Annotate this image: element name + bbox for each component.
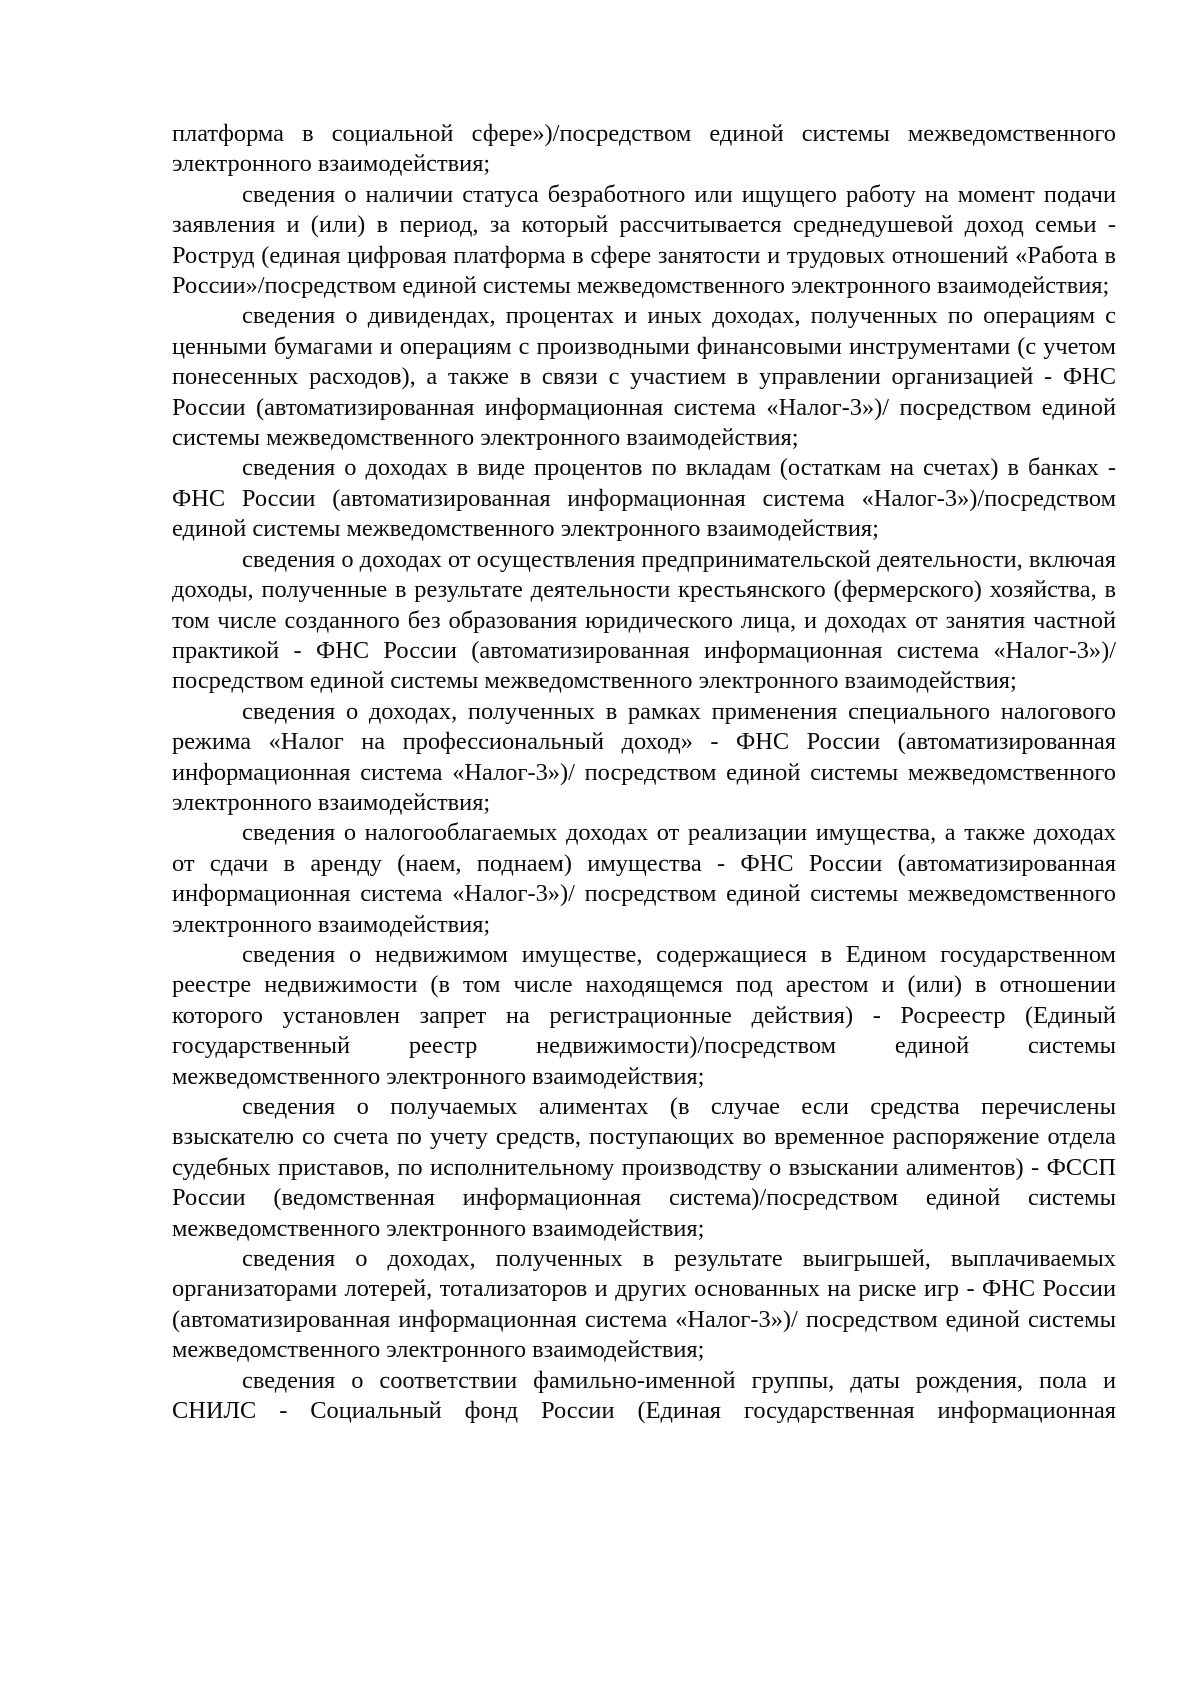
document-page (172, 119, 1116, 1426)
paragraph-1: платформа в социальной сфере»)/посредством единой системы межведомственного электронного взаимодействия; (172, 120, 1116, 178)
paragraph-7: сведения о налогооблагаемых доходах от реализации имущества, а также доходах от сдачи в аренду (наем, поднаем) имущества - ФНС России (автоматизированная информационная система «Налог-3»)/ посредством единой системы межведомственного электронного взаимодействия; (172, 819, 1116, 938)
paragraph-4: сведения о доходах в виде процентов по вкладам (остаткам на счетах) в банках - ФНС России (автоматизированная информационная система «Налог-3»)/посредством единой системы межведомственного электронного взаимодействия; (172, 454, 1116, 543)
paragraph-11: сведения о соответствии фамильно-именной группы, даты рождения, пола и СНИЛС - Социальный фонд России (Единая государственная информационная (172, 1366, 1116, 1425)
paragraph-5: сведения о доходах от осуществления предпринимательской деятельности, включая доходы, полученные в результате деятельности крестьянского (фермерского) хозяйства, в том числе созданного без образования юридического лица, и доходах от занятия частной практикой - ФНС России (автоматизированная информационная система «Налог-3»)/ посредством единой системы межведомственного электронного взаимодействия; (172, 545, 1116, 695)
paragraph-6: сведения о доходах, полученных в рамках применения специального налогового режима «Налог на профессиональный доход» - ФНС России (автоматизированная информационная система «Налог-3»)/ посредством единой системы межведомственного электронного взаимодействия; (172, 697, 1116, 816)
paragraph-10: сведения о доходах, полученных в результате выигрышей, выплачиваемых организаторами лотерей, тотализаторов и других основанных на риске игр - ФНС России (автоматизированная информационная система «Налог-3»)/ посредством единой системы межведомственного электронного взаимодействия; (172, 1245, 1116, 1364)
paragraph-9: сведения о получаемых алиментах (в случае если средства перечислены взыскателю со счета по учету средств, поступающих во временное распоряжение отдела судебных приставов, по исполнительному производству о взыскании алиментов) - ФССП России (ведомственная информационная система)/посредством единой системы межведомственного электронного взаимодействия; (172, 1093, 1116, 1242)
paragraph-8: сведения о недвижимом имуществе, содержащиеся в Едином государственном реестре недвижимости (в том числе находящемся под арестом и (или) в отношении которого установлен запрет на регистрационные действия) - Росреестр (Единый государственный реестр недвижимости)/посредством единой системы межведомственного электронного взаимодействия; (172, 940, 1116, 1090)
paragraph-3: сведения о дивидендах, процентах и иных доходах, полученных по операциям с ценными бумагами и операциям с производными финансовыми инструментами (с учетом понесенных расходов), а также в связи с участием в управлении организацией - ФНС России (автоматизированная информационная система «Налог-3»)/ посредством единой системы межведомственного электронного взаимодействия; (172, 302, 1116, 452)
paragraph-2: сведения о наличии статуса безработного или ищущего работу на момент подачи заявления и (или) в период, за который рассчитывается среднедушевой доход семьи - Роструд (единая цифровая платформа в сфере занятости и трудовых отношений «Работа в России»/посредством единой системы межведомственного электронного взаимодействия; (172, 180, 1116, 300)
